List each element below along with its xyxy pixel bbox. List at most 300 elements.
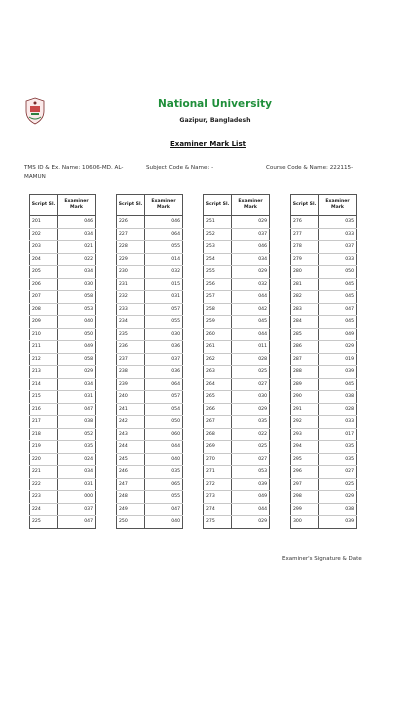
- examiner-mark-cell: 033: [319, 416, 357, 429]
- script-sl-cell: 252: [204, 228, 232, 241]
- examiner-mark-cell: 065: [145, 478, 183, 491]
- script-sl-cell: 295: [291, 453, 319, 466]
- table-row: [117, 253, 183, 266]
- examiner-mark-cell: 031: [145, 291, 183, 304]
- script-sl-cell: 214: [30, 378, 58, 391]
- script-sl-cell: 205: [30, 266, 58, 279]
- table-row: [117, 478, 183, 491]
- table-row: [30, 303, 96, 316]
- script-sl-cell: 262: [204, 353, 232, 366]
- examiner-mark-cell: 034: [58, 228, 96, 241]
- examiner-mark-cell: 027: [319, 466, 357, 479]
- script-sl-cell: 217: [30, 416, 58, 429]
- table-row: [30, 466, 96, 479]
- table-row: [291, 278, 357, 291]
- script-sl-cell: 287: [291, 353, 319, 366]
- script-sl-cell: 257: [204, 291, 232, 304]
- table-row: [291, 428, 357, 441]
- script-sl-cell: 238: [117, 366, 145, 379]
- script-sl-cell: 222: [30, 478, 58, 491]
- script-sl-cell: 271: [204, 466, 232, 479]
- script-sl-cell: 215: [30, 391, 58, 404]
- script-sl-cell: 285: [291, 328, 319, 341]
- document-title: Examiner Mark List: [170, 140, 246, 148]
- examiner-mark-cell: 036: [145, 341, 183, 354]
- examiner-mark-cell: 037: [232, 228, 270, 241]
- script-sl-cell: 240: [117, 391, 145, 404]
- script-sl-cell: 239: [117, 378, 145, 391]
- script-sl-cell: 230: [117, 266, 145, 279]
- examiner-mark-cell: 037: [58, 503, 96, 516]
- mark-table-2: [116, 194, 183, 529]
- examiner-mark-cell: 039: [319, 516, 357, 529]
- examiner-mark-cell: 000: [58, 491, 96, 504]
- examiner-mark-cell: 030: [232, 391, 270, 404]
- script-sl-cell: 286: [291, 341, 319, 354]
- script-sl-cell: 274: [204, 503, 232, 516]
- examiner-mark-cell: 057: [145, 391, 183, 404]
- examiner-mark-cell: 045: [319, 316, 357, 329]
- table-row: [204, 353, 270, 366]
- examiner-mark-cell: 029: [232, 403, 270, 416]
- examiner-mark-cell: 045: [232, 316, 270, 329]
- script-sl-cell: 300: [291, 516, 319, 529]
- script-sl-cell: 281: [291, 278, 319, 291]
- script-sl-cell: 284: [291, 316, 319, 329]
- examiner-mark-cell: 055: [145, 241, 183, 254]
- table-row: [117, 453, 183, 466]
- script-sl-header: Script Sl.: [30, 195, 58, 216]
- script-sl-cell: 275: [204, 516, 232, 529]
- script-sl-cell: 202: [30, 228, 58, 241]
- university-location: Gazipur, Bangladesh: [179, 117, 251, 124]
- table-row: [30, 228, 96, 241]
- examiner-mark-cell: 025: [319, 478, 357, 491]
- examiner-mark-cell: 064: [145, 228, 183, 241]
- table-row: [117, 403, 183, 416]
- script-sl-cell: 250: [117, 516, 145, 529]
- table-row: [291, 466, 357, 479]
- table-row: [117, 316, 183, 329]
- script-sl-cell: 258: [204, 303, 232, 316]
- table-row: [117, 278, 183, 291]
- script-sl-cell: 273: [204, 491, 232, 504]
- examiner-mark-cell: 014: [145, 253, 183, 266]
- script-sl-cell: 248: [117, 491, 145, 504]
- examiner-mark-cell: 039: [232, 478, 270, 491]
- script-sl-cell: 231: [117, 278, 145, 291]
- examiner-mark-cell: 045: [319, 291, 357, 304]
- examiner-mark-cell: 054: [145, 403, 183, 416]
- examiner-mark-cell: 029: [319, 341, 357, 354]
- table-row: [30, 503, 96, 516]
- subject-code-name: Subject Code & Name: -: [146, 165, 214, 171]
- table-row: [30, 453, 96, 466]
- examiner-mark-cell: 046: [232, 241, 270, 254]
- table-row: [117, 491, 183, 504]
- table-row: [204, 216, 270, 229]
- script-sl-cell: 267: [204, 416, 232, 429]
- table-row: [30, 491, 96, 504]
- examiner-mark-header: Examiner Mark: [145, 195, 183, 216]
- table-row: [30, 516, 96, 529]
- table-row: [204, 328, 270, 341]
- script-sl-cell: 223: [30, 491, 58, 504]
- examiner-mark-cell: 034: [58, 266, 96, 279]
- script-sl-cell: 249: [117, 503, 145, 516]
- examiner-mark-cell: 058: [58, 353, 96, 366]
- script-sl-cell: 227: [117, 228, 145, 241]
- script-sl-cell: 225: [30, 516, 58, 529]
- examiner-mark-cell: 044: [232, 503, 270, 516]
- script-sl-cell: 269: [204, 441, 232, 454]
- table-row: [30, 478, 96, 491]
- table-row: [117, 341, 183, 354]
- script-sl-cell: 294: [291, 441, 319, 454]
- script-sl-cell: 229: [117, 253, 145, 266]
- table-header-row: [291, 195, 357, 216]
- examiner-mark-cell: 035: [319, 453, 357, 466]
- examiner-mark-cell: 037: [319, 241, 357, 254]
- script-sl-cell: 261: [204, 341, 232, 354]
- table-row: [117, 503, 183, 516]
- script-sl-cell: 282: [291, 291, 319, 304]
- examiner-mark-cell: 035: [145, 466, 183, 479]
- examiner-mark-cell: 047: [145, 503, 183, 516]
- table-row: [30, 353, 96, 366]
- script-sl-cell: 272: [204, 478, 232, 491]
- script-sl-cell: 237: [117, 353, 145, 366]
- table-row: [291, 291, 357, 304]
- examiner-mark-cell: 031: [58, 391, 96, 404]
- table-row: [117, 441, 183, 454]
- examiner-mark-cell: 028: [319, 403, 357, 416]
- examiner-mark-cell: 057: [145, 303, 183, 316]
- table-row: [30, 216, 96, 229]
- table-row: [291, 453, 357, 466]
- table-row: [291, 366, 357, 379]
- examiner-mark-cell: 046: [58, 216, 96, 229]
- table-row: [30, 416, 96, 429]
- script-sl-cell: 255: [204, 266, 232, 279]
- table-row: [291, 241, 357, 254]
- examiner-mark-cell: 022: [232, 428, 270, 441]
- table-row: [204, 241, 270, 254]
- table-row: [291, 478, 357, 491]
- examiner-mark-cell: 044: [145, 441, 183, 454]
- examiner-mark-cell: 038: [319, 391, 357, 404]
- table-row: [291, 341, 357, 354]
- examiner-mark-cell: 060: [145, 428, 183, 441]
- script-sl-cell: 288: [291, 366, 319, 379]
- examiner-mark-cell: 035: [319, 216, 357, 229]
- script-sl-cell: 226: [117, 216, 145, 229]
- script-sl-cell: 268: [204, 428, 232, 441]
- script-sl-cell: 232: [117, 291, 145, 304]
- examiner-mark-cell: 034: [232, 253, 270, 266]
- table-row: [117, 416, 183, 429]
- table-row: [291, 441, 357, 454]
- table-row: [117, 216, 183, 229]
- script-sl-cell: 242: [117, 416, 145, 429]
- table-row: [204, 466, 270, 479]
- script-sl-cell: 220: [30, 453, 58, 466]
- examiner-mark-cell: 038: [58, 416, 96, 429]
- examiner-mark-cell: 033: [319, 253, 357, 266]
- script-sl-cell: 224: [30, 503, 58, 516]
- table-row: [291, 353, 357, 366]
- examiner-mark-cell: 030: [145, 328, 183, 341]
- script-sl-cell: 256: [204, 278, 232, 291]
- table-row: [204, 228, 270, 241]
- script-sl-cell: 207: [30, 291, 58, 304]
- examiner-mark-cell: 064: [145, 378, 183, 391]
- table-row: [204, 378, 270, 391]
- examiner-mark-cell: 021: [58, 241, 96, 254]
- script-sl-cell: 203: [30, 241, 58, 254]
- table-row: [30, 366, 96, 379]
- script-sl-cell: 264: [204, 378, 232, 391]
- table-row: [117, 353, 183, 366]
- script-sl-cell: 260: [204, 328, 232, 341]
- table-row: [204, 403, 270, 416]
- examiner-mark-cell: 029: [232, 216, 270, 229]
- table-row: [204, 478, 270, 491]
- script-sl-cell: 296: [291, 466, 319, 479]
- table-row: [30, 241, 96, 254]
- examiner-mark-cell: 034: [58, 378, 96, 391]
- table-row: [204, 278, 270, 291]
- table-row: [291, 253, 357, 266]
- table-row: [291, 316, 357, 329]
- script-sl-cell: 201: [30, 216, 58, 229]
- table-row: [291, 416, 357, 429]
- script-sl-cell: 241: [117, 403, 145, 416]
- examiner-mark-cell: 038: [319, 503, 357, 516]
- table-row: [291, 503, 357, 516]
- table-row: [30, 391, 96, 404]
- examiner-mark-cell: 022: [58, 253, 96, 266]
- table-row: [30, 291, 96, 304]
- examiner-mark-cell: 032: [232, 278, 270, 291]
- table-row: [204, 416, 270, 429]
- examiner-mark-cell: 032: [145, 266, 183, 279]
- table-row: [204, 316, 270, 329]
- table-row: [204, 503, 270, 516]
- table-row: [291, 228, 357, 241]
- examiner-mark-cell: 049: [58, 341, 96, 354]
- examiner-mark-cell: 025: [232, 366, 270, 379]
- script-sl-cell: 216: [30, 403, 58, 416]
- script-sl-cell: 233: [117, 303, 145, 316]
- script-sl-cell: 210: [30, 328, 58, 341]
- examiner-mark-cell: 055: [145, 316, 183, 329]
- table-row: [30, 378, 96, 391]
- script-sl-cell: 243: [117, 428, 145, 441]
- script-sl-cell: 265: [204, 391, 232, 404]
- examiner-mark-cell: 035: [58, 441, 96, 454]
- examiner-mark-cell: 029: [232, 266, 270, 279]
- script-sl-cell: 251: [204, 216, 232, 229]
- script-sl-cell: 279: [291, 253, 319, 266]
- script-sl-cell: 228: [117, 241, 145, 254]
- examiner-mark-cell: 042: [232, 303, 270, 316]
- table-row: [204, 441, 270, 454]
- table-row: [204, 516, 270, 529]
- examiner-mark-cell: 031: [58, 478, 96, 491]
- examiner-mark-cell: 058: [58, 291, 96, 304]
- examiner-mark-cell: 029: [232, 516, 270, 529]
- examiner-mark-header: Examiner Mark: [319, 195, 357, 216]
- examiner-mark-cell: 053: [232, 466, 270, 479]
- table-row: [117, 241, 183, 254]
- examiner-mark-cell: 045: [319, 378, 357, 391]
- table-row: [30, 428, 96, 441]
- table-row: [117, 266, 183, 279]
- script-sl-header: Script Sl.: [117, 195, 145, 216]
- examiner-mark-cell: 050: [58, 328, 96, 341]
- examiner-mark-cell: 025: [232, 441, 270, 454]
- script-sl-cell: 280: [291, 266, 319, 279]
- examiner-mark-cell: 049: [232, 491, 270, 504]
- table-row: [291, 266, 357, 279]
- table-row: [117, 328, 183, 341]
- table-row: [117, 366, 183, 379]
- examiner-mark-cell: 019: [319, 353, 357, 366]
- script-sl-cell: 266: [204, 403, 232, 416]
- script-sl-cell: 221: [30, 466, 58, 479]
- script-sl-cell: 211: [30, 341, 58, 354]
- table-row: [291, 391, 357, 404]
- script-sl-cell: 276: [291, 216, 319, 229]
- examiner-mark-cell: 028: [232, 353, 270, 366]
- table-row: [291, 303, 357, 316]
- script-sl-cell: 259: [204, 316, 232, 329]
- table-row: [30, 441, 96, 454]
- script-sl-header: Script Sl.: [204, 195, 232, 216]
- script-sl-cell: 253: [204, 241, 232, 254]
- table-row: [291, 378, 357, 391]
- examiner-mark-cell: 053: [58, 303, 96, 316]
- table-header-row: [117, 195, 183, 216]
- table-row: [117, 228, 183, 241]
- table-row: [30, 341, 96, 354]
- script-sl-cell: 218: [30, 428, 58, 441]
- examiner-mark-cell: 047: [319, 303, 357, 316]
- table-row: [291, 516, 357, 529]
- table-row: [30, 403, 96, 416]
- examiner-mark-cell: 024: [58, 453, 96, 466]
- script-sl-cell: 213: [30, 366, 58, 379]
- table-row: [291, 403, 357, 416]
- script-sl-cell: 290: [291, 391, 319, 404]
- script-sl-cell: 235: [117, 328, 145, 341]
- table-row: [30, 253, 96, 266]
- table-row: [30, 278, 96, 291]
- script-sl-cell: 270: [204, 453, 232, 466]
- table-row: [117, 428, 183, 441]
- examiner-mark-cell: 052: [58, 428, 96, 441]
- examiner-mark-cell: 027: [232, 378, 270, 391]
- table-header-row: [30, 195, 96, 216]
- examiner-mark-cell: 055: [145, 491, 183, 504]
- examiner-mark-cell: 050: [145, 416, 183, 429]
- script-sl-cell: 204: [30, 253, 58, 266]
- table-row: [291, 328, 357, 341]
- script-sl-cell: 291: [291, 403, 319, 416]
- examiner-mark-cell: 040: [145, 453, 183, 466]
- script-sl-cell: 244: [117, 441, 145, 454]
- examiner-mark-cell: 047: [58, 516, 96, 529]
- script-sl-cell: 299: [291, 503, 319, 516]
- script-sl-cell: 208: [30, 303, 58, 316]
- table-row: [117, 378, 183, 391]
- table-row: [291, 216, 357, 229]
- table-row: [204, 303, 270, 316]
- table-row: [204, 341, 270, 354]
- table-row: [204, 453, 270, 466]
- tms-id-examiner-name: TMS ID & Ex. Name: 10606-MD. AL- MAMUN: [24, 165, 124, 180]
- examiner-mark-cell: 040: [145, 516, 183, 529]
- script-sl-cell: 245: [117, 453, 145, 466]
- script-sl-cell: 236: [117, 341, 145, 354]
- table-row: [204, 366, 270, 379]
- examiner-mark-cell: 029: [58, 366, 96, 379]
- examiner-mark-cell: 017: [319, 428, 357, 441]
- table-row: [117, 466, 183, 479]
- script-sl-cell: 219: [30, 441, 58, 454]
- script-sl-header: Script Sl.: [291, 195, 319, 216]
- script-sl-cell: 283: [291, 303, 319, 316]
- table-row: [30, 316, 96, 329]
- table-header-row: [204, 195, 270, 216]
- examiner-mark-cell: 011: [232, 341, 270, 354]
- examiner-mark-cell: 035: [232, 416, 270, 429]
- mark-table-4: [290, 194, 357, 529]
- course-code-name: Course Code & Name: 222115-: [266, 165, 354, 171]
- script-sl-cell: 297: [291, 478, 319, 491]
- examiner-mark-cell: 030: [58, 278, 96, 291]
- examiner-mark-header: Examiner Mark: [58, 195, 96, 216]
- examiner-mark-cell: 029: [319, 491, 357, 504]
- script-sl-cell: 292: [291, 416, 319, 429]
- table-row: [204, 391, 270, 404]
- examiner-mark-cell: 015: [145, 278, 183, 291]
- examiner-mark-header: Examiner Mark: [232, 195, 270, 216]
- examiner-mark-cell: 035: [319, 441, 357, 454]
- university-title: National University: [158, 98, 272, 110]
- script-sl-cell: 209: [30, 316, 58, 329]
- script-sl-cell: 289: [291, 378, 319, 391]
- script-sl-cell: 212: [30, 353, 58, 366]
- table-row: [117, 516, 183, 529]
- table-row: [117, 391, 183, 404]
- table-row: [30, 328, 96, 341]
- script-sl-cell: 254: [204, 253, 232, 266]
- script-sl-cell: 263: [204, 366, 232, 379]
- script-sl-cell: 246: [117, 466, 145, 479]
- examiner-mark-cell: 044: [232, 328, 270, 341]
- script-sl-cell: 206: [30, 278, 58, 291]
- examiner-mark-cell: 049: [319, 328, 357, 341]
- table-row: [30, 266, 96, 279]
- table-row: [204, 291, 270, 304]
- examiner-signature-label: Examiner's Signature & Date: [282, 556, 362, 562]
- table-row: [204, 266, 270, 279]
- table-row: [204, 491, 270, 504]
- examiner-mark-cell: 047: [58, 403, 96, 416]
- table-row: [204, 253, 270, 266]
